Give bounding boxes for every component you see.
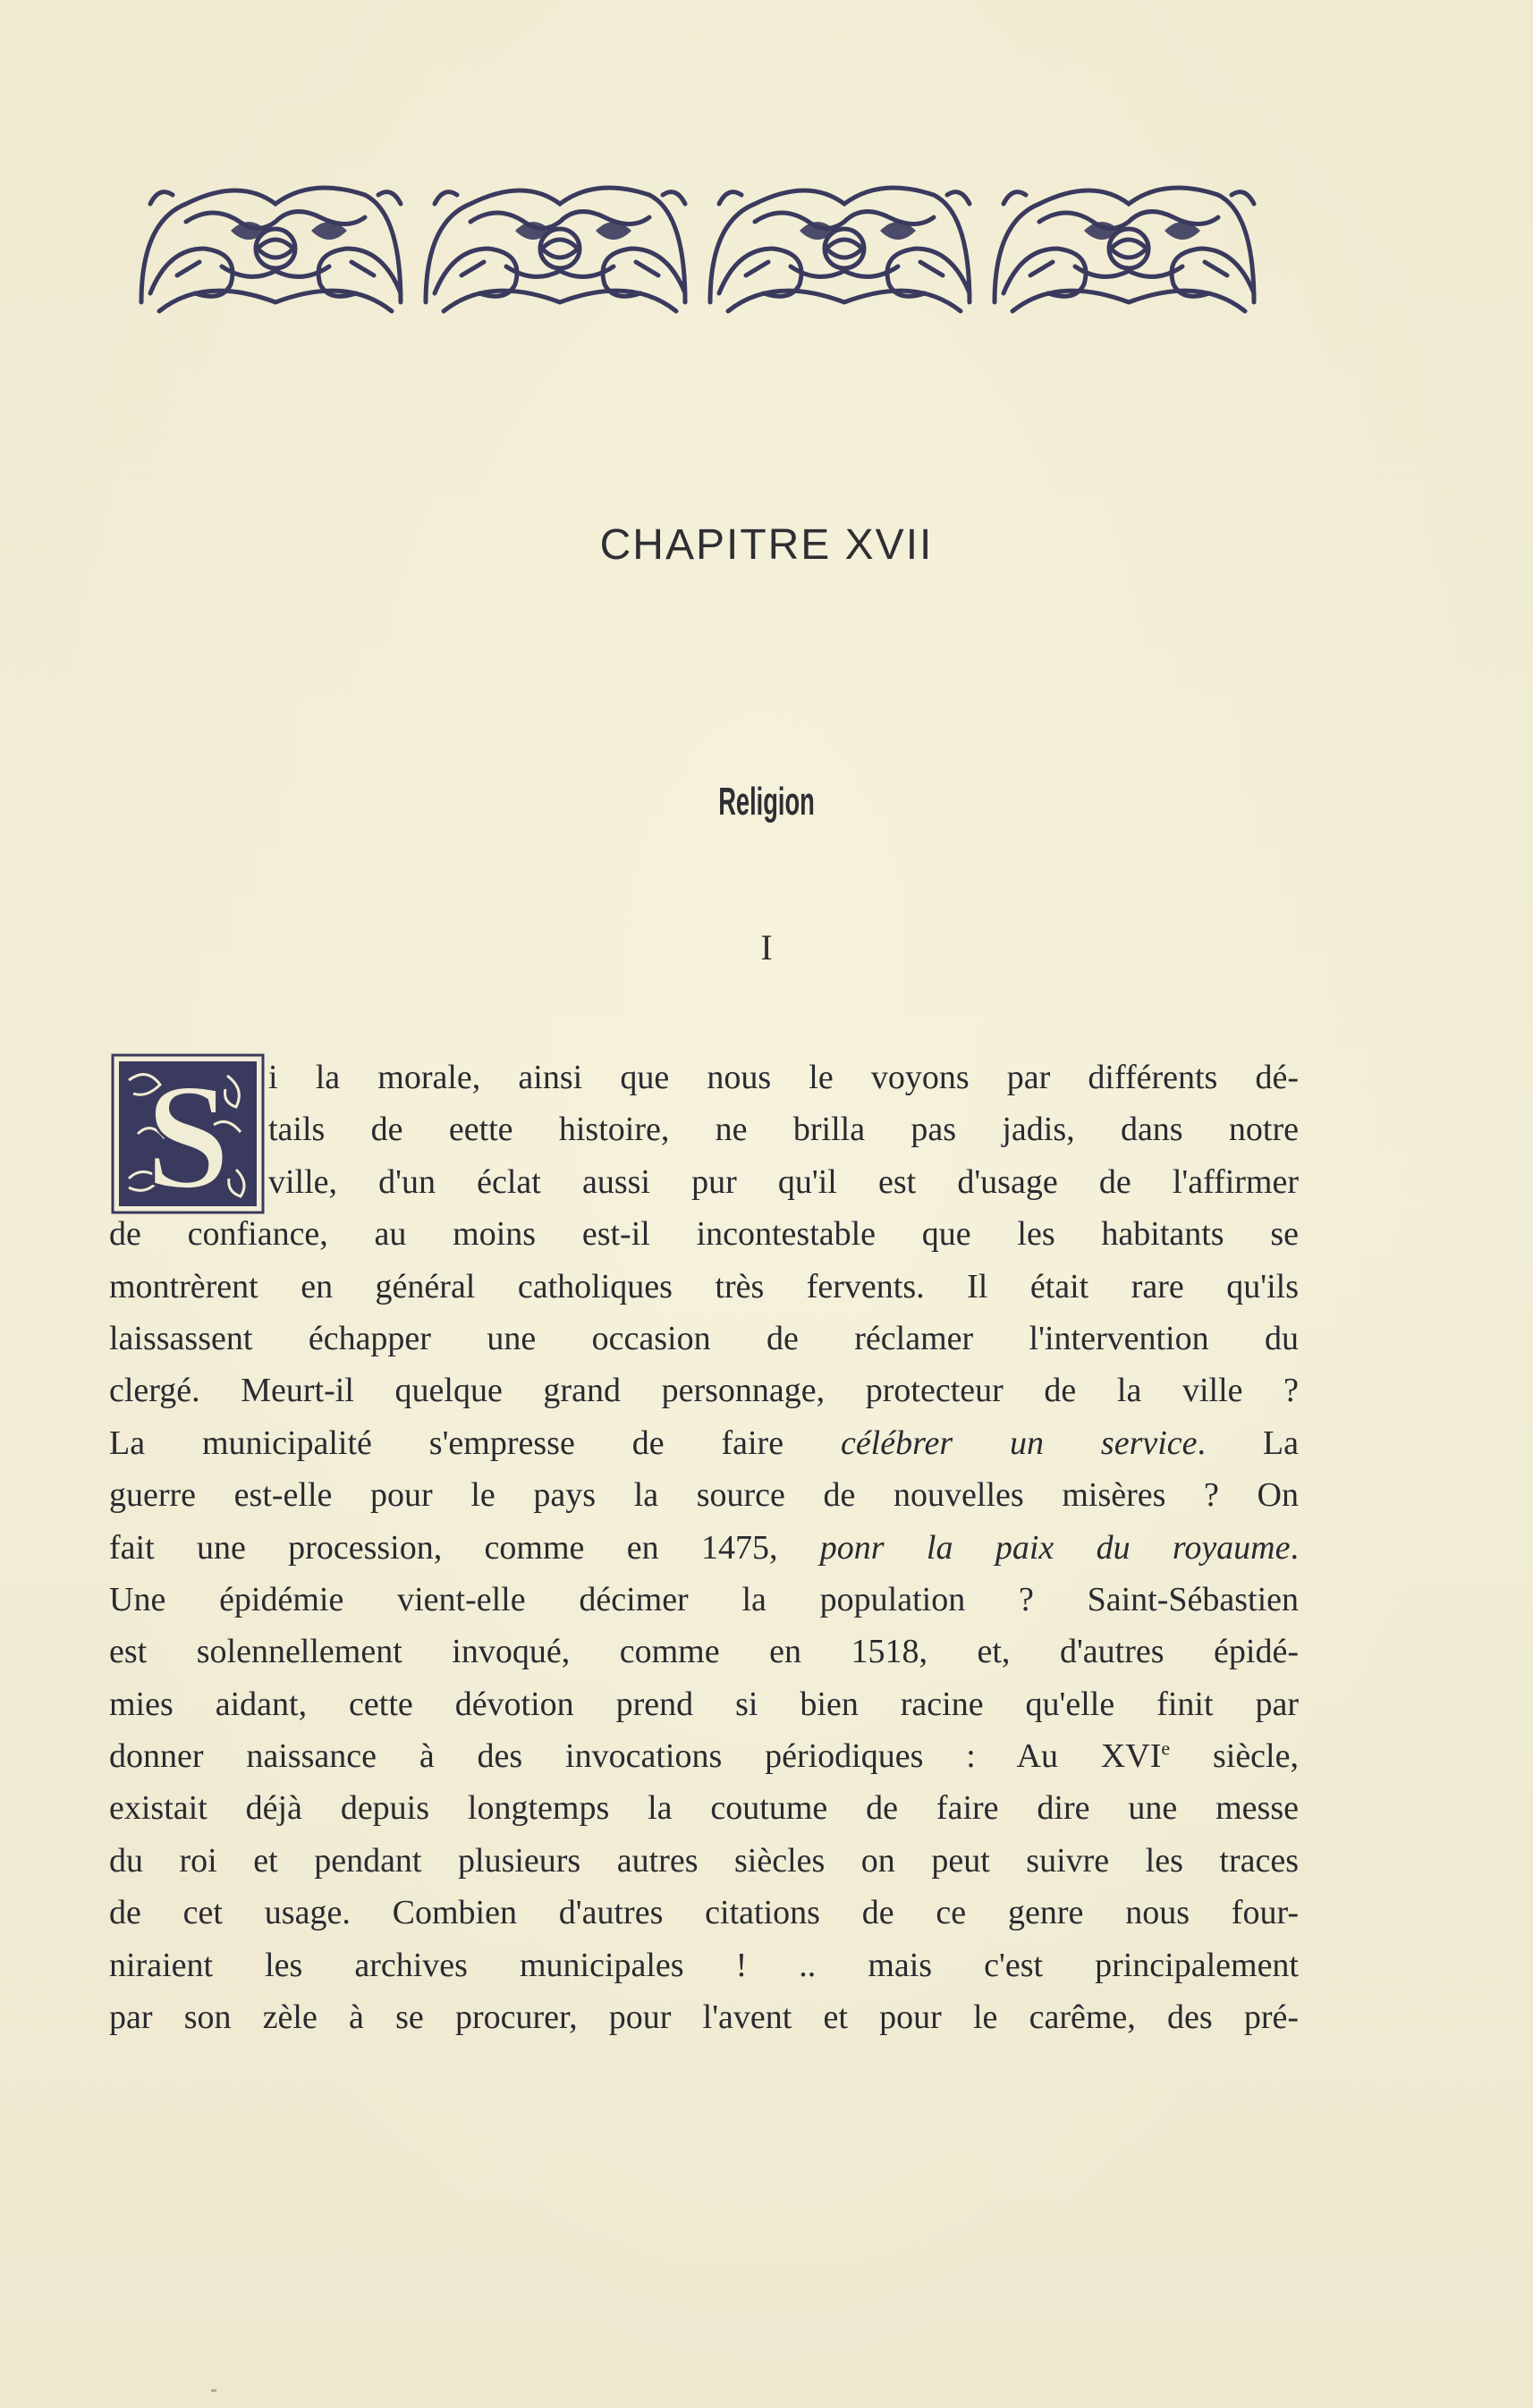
text-fragment: Une épidémie vient-elle décimer la population ? Saint-Sébastien: [109, 1580, 1299, 1618]
section-number: I: [760, 927, 773, 967]
text-fragment: niraient les archives municipales ! .. mais c'est principalement: [109, 1946, 1299, 1984]
text-line: [109, 1261, 1299, 1313]
text-line: [109, 1730, 1299, 1782]
text-line: [109, 1522, 1299, 1574]
text-fragment: i la morale, ainsi que nous le voyons par différents dé-: [268, 1059, 1299, 1096]
text-fragment: fait une procession, comme en 1475,: [109, 1528, 820, 1567]
text-fragment: ville, d'un éclat aussi pur qu'il est d'usage de l'affirmer: [268, 1162, 1299, 1201]
text-line: [268, 1156, 1299, 1208]
text-fragment: par son zèle à se procurer, pour l'avent et pour le carême, des pré-: [109, 1998, 1299, 2037]
text-line: [109, 1887, 1299, 1939]
text-line: [109, 1365, 1299, 1416]
text-line: [109, 1939, 1299, 1991]
headpiece-ornament: [132, 168, 1270, 318]
text-fragment: e: [1161, 1736, 1171, 1760]
text-line: [109, 1626, 1299, 1677]
text-fragment: célébrer un service: [840, 1424, 1198, 1462]
text-line: [268, 1103, 1299, 1155]
text-line: [109, 1208, 1299, 1260]
text-fragment: de confiance, au moins est-il incontestable que les habitants se: [109, 1215, 1299, 1254]
text-line: [109, 1835, 1299, 1887]
text-fragment: La municipalité s'empresse de faire: [109, 1424, 841, 1462]
text-fragment: .: [1290, 1528, 1299, 1567]
chapter-title: CHAPITRE XVII: [599, 521, 934, 569]
text-fragment: ponr la paix du royaume: [819, 1528, 1291, 1567]
text-fragment: guerre est-elle pour le pays la source de nouvelles misères ? On: [109, 1476, 1299, 1515]
text-fragment: mies aidant, cette dévotion prend si bien racine qu'elle finit par: [109, 1685, 1299, 1723]
text-line: [109, 1991, 1299, 2043]
text-line: [109, 1469, 1299, 1521]
text-fragment: laissassent échapper une occasion de réclamer l'intervention du: [109, 1319, 1299, 1357]
text-fragment: est solennellement invoqué, comme en 1518, et, d'autres épidé-: [109, 1633, 1299, 1671]
text-fragment: siècle,: [1170, 1737, 1299, 1776]
text-fragment: de cet usage. Combien d'autres citations de ce genre nous four-: [109, 1894, 1299, 1932]
text-fragment: . La: [1197, 1424, 1299, 1462]
text-line: [109, 1417, 1299, 1469]
text-fragment: tails de eette histoire, ne brilla pas jadis, dans notre: [268, 1111, 1299, 1149]
text-line: [109, 1678, 1299, 1730]
text-fragment: existait déjà depuis longtemps la coutume de faire dire une messe: [109, 1789, 1299, 1828]
text-fragment: du roi et pendant plusieurs autres siècles on peut suivre les traces: [109, 1841, 1299, 1880]
section-title: Religion: [718, 780, 815, 824]
text-fragment: montrèrent en général catholiques très fervents. Il était rare qu'ils: [109, 1267, 1299, 1305]
dropcap-letter: S: [145, 1053, 231, 1214]
text-line: [109, 1782, 1299, 1834]
text-line: [268, 1052, 1299, 1103]
text-fragment: clergé. Meurt-il quelque grand personnage, protecteur de la ville ?: [109, 1372, 1299, 1410]
text-line: [109, 1313, 1299, 1365]
body-paragraph: [109, 1052, 1299, 2043]
text-line: [109, 1574, 1299, 1626]
page-speck: [211, 2389, 216, 2392]
text-fragment: donner naissance à des invocations périodiques : Au XVI: [109, 1737, 1162, 1776]
